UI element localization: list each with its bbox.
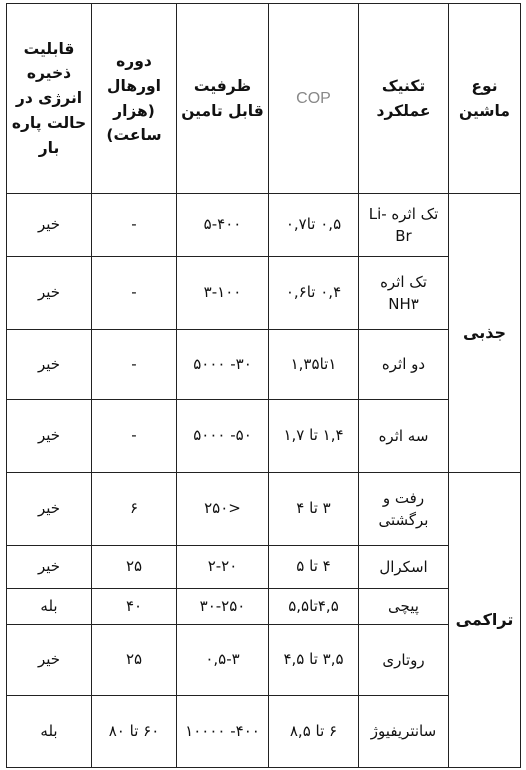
cell-storage: خیر [7,194,92,257]
header-capacity: ظرفیت قابل تامین [177,4,269,194]
cell-capacity: ۳-۱۰۰ [177,257,269,330]
cell-technique: اسکرال [359,546,449,589]
cell-capacity: <۲۵۰ [177,473,269,546]
cell-storage: بله [7,589,92,625]
cell-capacity: ۵-۴۰۰ [177,194,269,257]
header-machine-type: نوع ماشین [449,4,521,194]
cell-technique: تک اثره Li-Br [359,194,449,257]
cell-overhaul: - [92,257,177,330]
header-storage: قابلیت ذخیره انرژی در حالت پاره بار [7,4,92,194]
group-absorption: جذبی [449,194,521,473]
cell-overhaul: ۲۵ [92,625,177,696]
cell-cop: ۶ تا ۸,۵ [269,696,359,768]
cell-capacity: ۰,۵-۳ [177,625,269,696]
header-cop: COP [269,4,359,194]
cell-cop: ۴,۵تا۵,۵ [269,589,359,625]
table-row [7,194,521,257]
cell-technique: روتاری [359,625,449,696]
table-row [7,589,521,625]
cell-capacity: ۲-۲۰ [177,546,269,589]
cell-overhaul: - [92,194,177,257]
cell-overhaul: ۴۰ [92,589,177,625]
table-row [7,473,521,546]
cell-cop: ۱تا۱,۳۵ [269,330,359,400]
cell-capacity: ۳۰- ۵۰۰۰ [177,330,269,400]
cell-overhaul: ۲۵ [92,546,177,589]
cell-cop: ۱,۴ تا ۱,۷ [269,400,359,473]
table-row [7,330,521,400]
cell-technique: تک اثره NH۳ [359,257,449,330]
table-row [7,696,521,768]
cell-technique: پیچی [359,589,449,625]
cell-technique: رفت و برگشتی [359,473,449,546]
cell-technique: سانتریفیوژ [359,696,449,768]
cell-capacity: ۴۰۰- ۱۰۰۰۰ [177,696,269,768]
comparison-table [6,3,521,768]
cell-capacity: ۳۰-۲۵۰ [177,589,269,625]
cell-storage: خیر [7,546,92,589]
cell-storage: بله [7,696,92,768]
cell-storage: خیر [7,330,92,400]
table-row [7,546,521,589]
cell-overhaul: ۶۰ تا ۸۰ [92,696,177,768]
table-row [7,625,521,696]
cell-storage: خیر [7,257,92,330]
cell-storage: خیر [7,400,92,473]
cell-cop: ۳ تا ۴ [269,473,359,546]
cell-capacity: ۵۰- ۵۰۰۰ [177,400,269,473]
cell-cop: ۴ تا ۵ [269,546,359,589]
header-row [7,4,521,194]
table-row [7,257,521,330]
cell-cop: ۳,۵ تا ۴,۵ [269,625,359,696]
cell-cop: ۰,۵ تا۰,۷ [269,194,359,257]
cell-storage: خیر [7,625,92,696]
group-compression: تراکمی [449,473,521,768]
cell-technique: سه اثره [359,400,449,473]
header-technique: تکنیک عملکرد [359,4,449,194]
cell-storage: خیر [7,473,92,546]
cell-cop: ۰,۴ تا۰,۶ [269,257,359,330]
cell-overhaul: - [92,330,177,400]
cell-overhaul: - [92,400,177,473]
table-row [7,400,521,473]
cell-technique: دو اثره [359,330,449,400]
header-overhaul: دوره اورهال (هزار ساعت) [92,4,177,194]
cell-overhaul: ۶ [92,473,177,546]
